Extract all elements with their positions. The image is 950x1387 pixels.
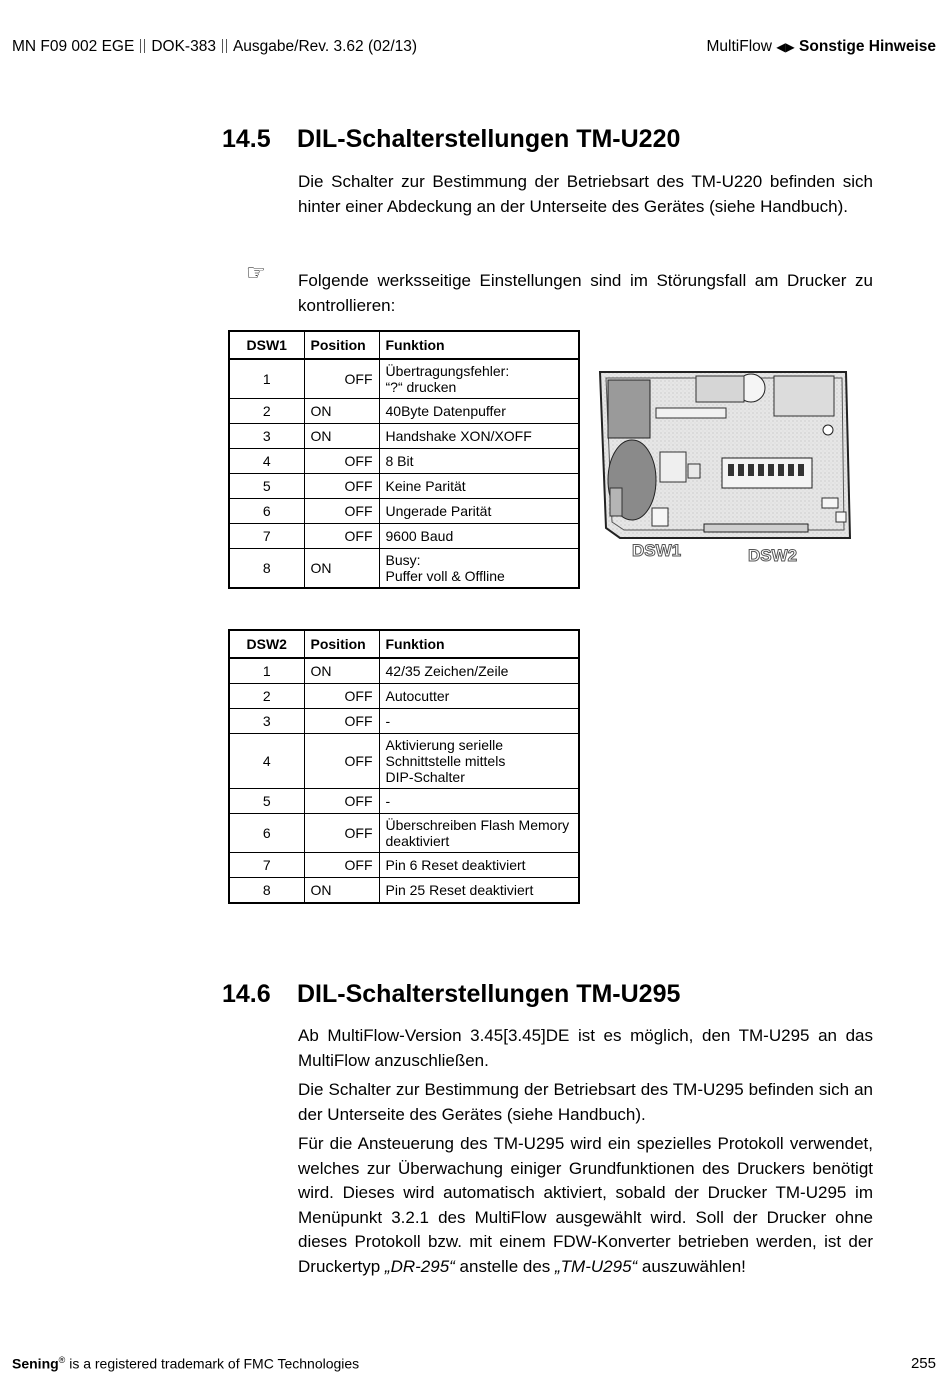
switch-number: 5	[229, 789, 304, 814]
column-header: Funktion	[379, 630, 579, 658]
table-row	[229, 734, 579, 789]
switch-position: ON	[304, 399, 379, 424]
table-row	[229, 709, 579, 734]
switch-position: OFF	[304, 814, 379, 853]
function-line: Schnittstelle mittels	[385, 753, 506, 769]
switch-position: ON	[304, 424, 379, 449]
switch-position: ON	[304, 878, 379, 904]
switch-number: 6	[229, 814, 304, 853]
section-title: DIL-Schalterstellungen TM-U295	[297, 980, 681, 1008]
switch-position: OFF	[304, 789, 379, 814]
function-line: 8 Bit	[385, 453, 414, 469]
switch-function	[379, 684, 579, 709]
switch-function	[379, 499, 579, 524]
table-row	[229, 789, 579, 814]
function-line: Keine Parität	[385, 478, 466, 494]
switch-function	[379, 474, 579, 499]
running-header-left	[12, 38, 417, 56]
dsw2-table	[228, 629, 580, 904]
header-separator	[140, 39, 145, 53]
switch-position: OFF	[304, 709, 379, 734]
revision: Ausgabe/Rev. 3.62 (02/13)	[232, 38, 418, 55]
table-header-row	[229, 331, 579, 359]
function-line: -	[385, 793, 391, 809]
pointing-hand-icon: ☞	[246, 260, 266, 285]
paragraph-protocol	[298, 1132, 873, 1279]
printer-type-tmu295: „TM-U295“	[555, 1256, 638, 1276]
function-line: 40Byte Datenpuffer	[385, 403, 506, 419]
switch-function	[379, 878, 579, 904]
switch-function	[379, 424, 579, 449]
header-separator	[222, 39, 227, 53]
protocol-text: Für die Ansteuerung des TM-U295 wird ein spezielles Protokoll verwendet, welches zur Überwachung einiger Grundfunktionen des Druckers benötigt wird. Dieses wird automatisch aktiviert, sobald der Drucker TM-U295 im Menüpunkt 3.2.1 des MultiFlow ausgewählt wird. Soll der Drucker ohne dieses Protokoll bzw. mit einem FDW-Konverter betrieben werden, ist der Druckertyp	[298, 1134, 873, 1276]
switch-function	[379, 658, 579, 684]
dok-number: DOK-383	[151, 38, 216, 55]
switch-function	[379, 853, 579, 878]
brand-name: Sening	[12, 1355, 59, 1372]
switch-number: 3	[229, 424, 304, 449]
function-line: deaktiviert	[385, 833, 450, 849]
function-line: “?“ drucken	[385, 379, 457, 395]
switch-number: 3	[229, 709, 304, 734]
table-row	[229, 549, 579, 589]
switch-position: OFF	[304, 474, 379, 499]
note-paragraph: Folgende werksseitige Einstellungen sind im Störungsfall am Drucker zu kontrollieren:	[298, 271, 873, 315]
doc-number: MN F09 002 EGE	[12, 38, 135, 55]
switch-function	[379, 549, 579, 589]
section-heading-14-6	[222, 980, 680, 1009]
function-line: Puffer voll & Offline	[385, 568, 505, 584]
printer-board-illustration	[596, 368, 852, 564]
function-line: Autocutter	[385, 688, 450, 704]
switch-function	[379, 709, 579, 734]
switch-number: 2	[229, 399, 304, 424]
function-line: -	[385, 713, 391, 729]
section-number: 14.6	[222, 980, 271, 1008]
protocol-text-between: anstelle des	[454, 1256, 556, 1276]
left-right-arrows-icon: ◀▶	[776, 40, 795, 54]
switch-function	[379, 449, 579, 474]
function-line: Aktivierung serielle	[385, 737, 503, 753]
switch-position: OFF	[304, 499, 379, 524]
footer-trademark	[12, 1355, 359, 1372]
dsw2-label: DSW2	[748, 546, 798, 564]
table-row	[229, 658, 579, 684]
function-line: Pin 6 Reset deaktiviert	[385, 857, 526, 873]
switch-function	[379, 524, 579, 549]
switch-number: 4	[229, 449, 304, 474]
product-name: MultiFlow	[706, 38, 772, 55]
switch-position: ON	[304, 549, 379, 589]
switch-function	[379, 789, 579, 814]
column-header: Funktion	[379, 331, 579, 359]
function-line: Pin 25 Reset deaktiviert	[385, 882, 534, 898]
function-line: Busy:	[385, 552, 421, 568]
function-line: Übertragungsfehler:	[385, 363, 510, 379]
table-row	[229, 878, 579, 904]
switch-function	[379, 359, 579, 399]
registered-mark: ®	[58, 1355, 66, 1365]
function-line: 42/35 Zeichen/Zeile	[385, 663, 509, 679]
switch-function	[379, 814, 579, 853]
column-header: Position	[304, 630, 379, 658]
switch-position: OFF	[304, 524, 379, 549]
dsw1-label: DSW1	[632, 541, 682, 560]
switch-number: 8	[229, 878, 304, 904]
switch-number: 6	[229, 499, 304, 524]
column-header: DSW1	[229, 331, 304, 359]
switch-number: 8	[229, 549, 304, 589]
switch-position: OFF	[304, 359, 379, 399]
section-number: 14.5	[222, 125, 271, 153]
switch-function	[379, 734, 579, 789]
table-row	[229, 449, 579, 474]
switch-number: 1	[229, 658, 304, 684]
table-header-row	[229, 630, 579, 658]
section-title: DIL-Schalterstellungen TM-U220	[297, 125, 681, 153]
column-header: Position	[304, 331, 379, 359]
switch-number: 7	[229, 853, 304, 878]
running-header-right	[707, 38, 937, 56]
page-number: 255	[910, 1355, 936, 1372]
switch-function	[379, 399, 579, 424]
table-row	[229, 814, 579, 853]
function-line: DIP-Schalter	[385, 769, 465, 785]
table-row	[229, 474, 579, 499]
function-line: Überschreiben Flash Memory	[385, 817, 570, 833]
function-line: Ungerade Parität	[385, 503, 492, 519]
switch-position: OFF	[304, 684, 379, 709]
column-header: DSW2	[229, 630, 304, 658]
paragraph-switch-location: Die Schalter zur Bestimmung der Betriebsart des TM-U295 befinden sich an der Unterseite des Gerätes (siehe Handbuch).	[298, 1080, 873, 1124]
chapter-name: Sonstige Hinweise	[799, 38, 936, 55]
switch-number: 1	[229, 359, 304, 399]
function-line: 9600 Baud	[385, 528, 454, 544]
protocol-text-end: auszuwählen!	[637, 1256, 746, 1276]
switch-position: OFF	[304, 734, 379, 789]
switch-number: 7	[229, 524, 304, 549]
printer-type-dr295: „DR-295“	[384, 1256, 455, 1276]
function-line: Handshake XON/XOFF	[385, 428, 532, 444]
switch-number: 4	[229, 734, 304, 789]
switch-number: 5	[229, 474, 304, 499]
paragraph-version-info: Ab MultiFlow-Version 3.45[3.45]DE ist es möglich, den TM-U295 an das MultiFlow anzuschließen.	[298, 1026, 873, 1070]
table-row	[229, 684, 579, 709]
dsw1-table	[228, 330, 580, 589]
table-row	[229, 524, 579, 549]
table-row	[229, 359, 579, 399]
table-row	[229, 424, 579, 449]
table-row	[229, 853, 579, 878]
intro-paragraph: Die Schalter zur Bestimmung der Betriebsart des TM-U220 befinden sich hinter einer Abdeckung an der Unterseite des Gerätes (siehe Handbuch).	[298, 172, 873, 216]
switch-number: 2	[229, 684, 304, 709]
table-row	[229, 499, 579, 524]
switch-position: OFF	[304, 449, 379, 474]
section-heading-14-5	[222, 125, 680, 154]
switch-position: ON	[304, 658, 379, 684]
table-row	[229, 399, 579, 424]
trademark-text: is a registered trademark of FMC Technologies	[65, 1355, 360, 1372]
switch-position: OFF	[304, 853, 379, 878]
